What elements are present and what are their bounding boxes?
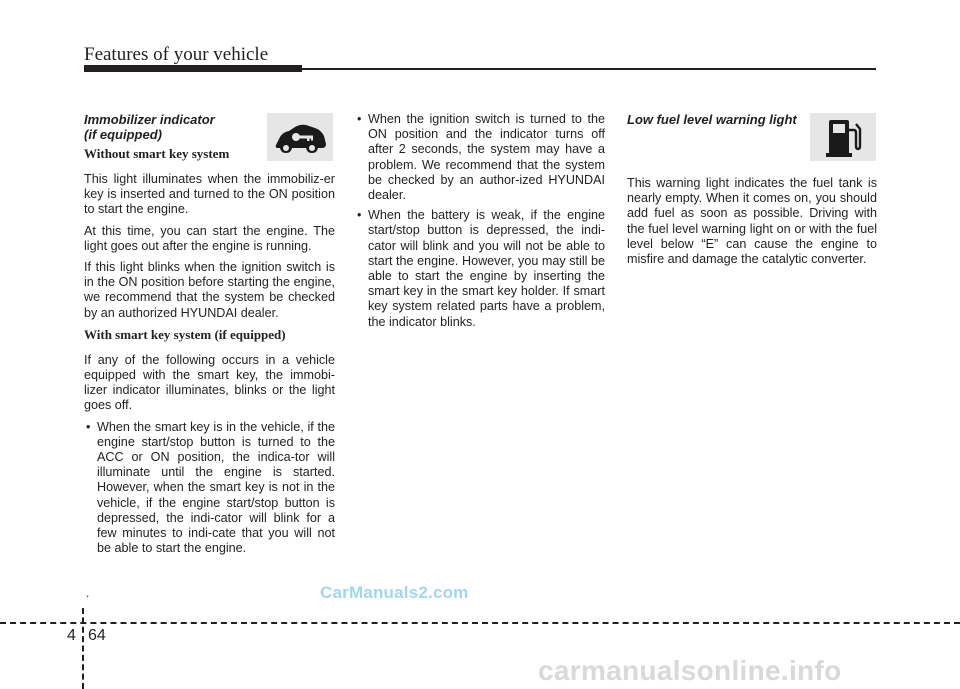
immobilizer-indicator-icon (267, 113, 333, 161)
chapter-number: 4 (67, 627, 76, 644)
continued-bullet-list (355, 112, 605, 330)
header-rule-thin (300, 68, 876, 70)
footer-dashed-divider (82, 608, 84, 689)
low-fuel-section-title: Low fuel level warning light (627, 112, 797, 127)
immobilizer-title-line2: (if equipped) (84, 127, 162, 142)
car-key-icon (271, 117, 329, 157)
smart-key-bullet-1: • When the smart key is in the vehicle, if the engine start/stop button is turned to the ACC or ON position, the indica-tor will illuminate until the engine is started. However, when the smart key is not in the vehicle, if the engine start/stop button is depressed, the indi-cator will blink for a few minutes to indi-cate that you will not be able to start the engine. (84, 420, 335, 557)
continued-bullet-1: • When the ignition switch is turned to the ON position and the indicator turns off after 2 seconds, the system may have a problem. We recommend that the system be checked by an author-ized HYUNDAI dealer. (355, 112, 605, 203)
watermark-carmanuals2[interactable]: CarManuals2.com (320, 583, 469, 602)
column-immobilizer-continued (355, 112, 605, 335)
fuel-pump-icon (823, 116, 863, 158)
smart-key-bullet-list (84, 420, 335, 557)
continued-bullet-2: • When the battery is weak, if the engine start/stop button is depressed, the indi-cator will blink and you will not be able to start the engine. However, you may still be able to start the engine by inserting the smart key in the smart key holder. If smart key system related parts have a problem, the indicator blinks. (355, 208, 605, 330)
stray-mark: . (86, 586, 90, 600)
without-smart-key-subtitle: Without smart key system (84, 146, 230, 161)
with-smart-key-subtitle: With smart key system (if equipped) (84, 326, 286, 342)
header-rule-thick (84, 65, 302, 72)
watermark-carmanualsonline[interactable]: carmanualsonline.info (538, 655, 842, 686)
immobilizer-paragraph-2: At this time, you can start the engine. The light goes out after the engine is running. (84, 223, 335, 253)
immobilizer-paragraph-3: If this light blinks when the ignition switch is in the ON position before starting the engine, we recommend that the system be checked by an authorized HYUNDAI dealer. (84, 260, 335, 320)
smart-key-intro: If any of the following occurs in a vehicle equipped with the smart key, the immobi-lizer indicator illuminates, blinks or the light goes off. (84, 352, 335, 413)
page-number: 64 (88, 627, 106, 644)
column-immobilizer (84, 112, 335, 561)
footer-dashed-rule (0, 622, 960, 624)
low-fuel-paragraph: This warning light indicates the fuel tank is nearly empty. When it comes on, you should add fuel as soon as possible. Driving with the fuel level warning light on or with the fuel level below “E” can cause the engine to misfire and damage the catalytic converter. (627, 176, 877, 267)
low-fuel-warning-icon (810, 113, 876, 161)
page-header-title: Features of your vehicle (84, 44, 269, 65)
immobilizer-paragraph-1: This light illuminates when the immobiliz-er key is inserted and turned to the ON position to start the engine. (84, 172, 335, 217)
immobilizer-title-line1: Immobilizer indicator (84, 112, 215, 127)
